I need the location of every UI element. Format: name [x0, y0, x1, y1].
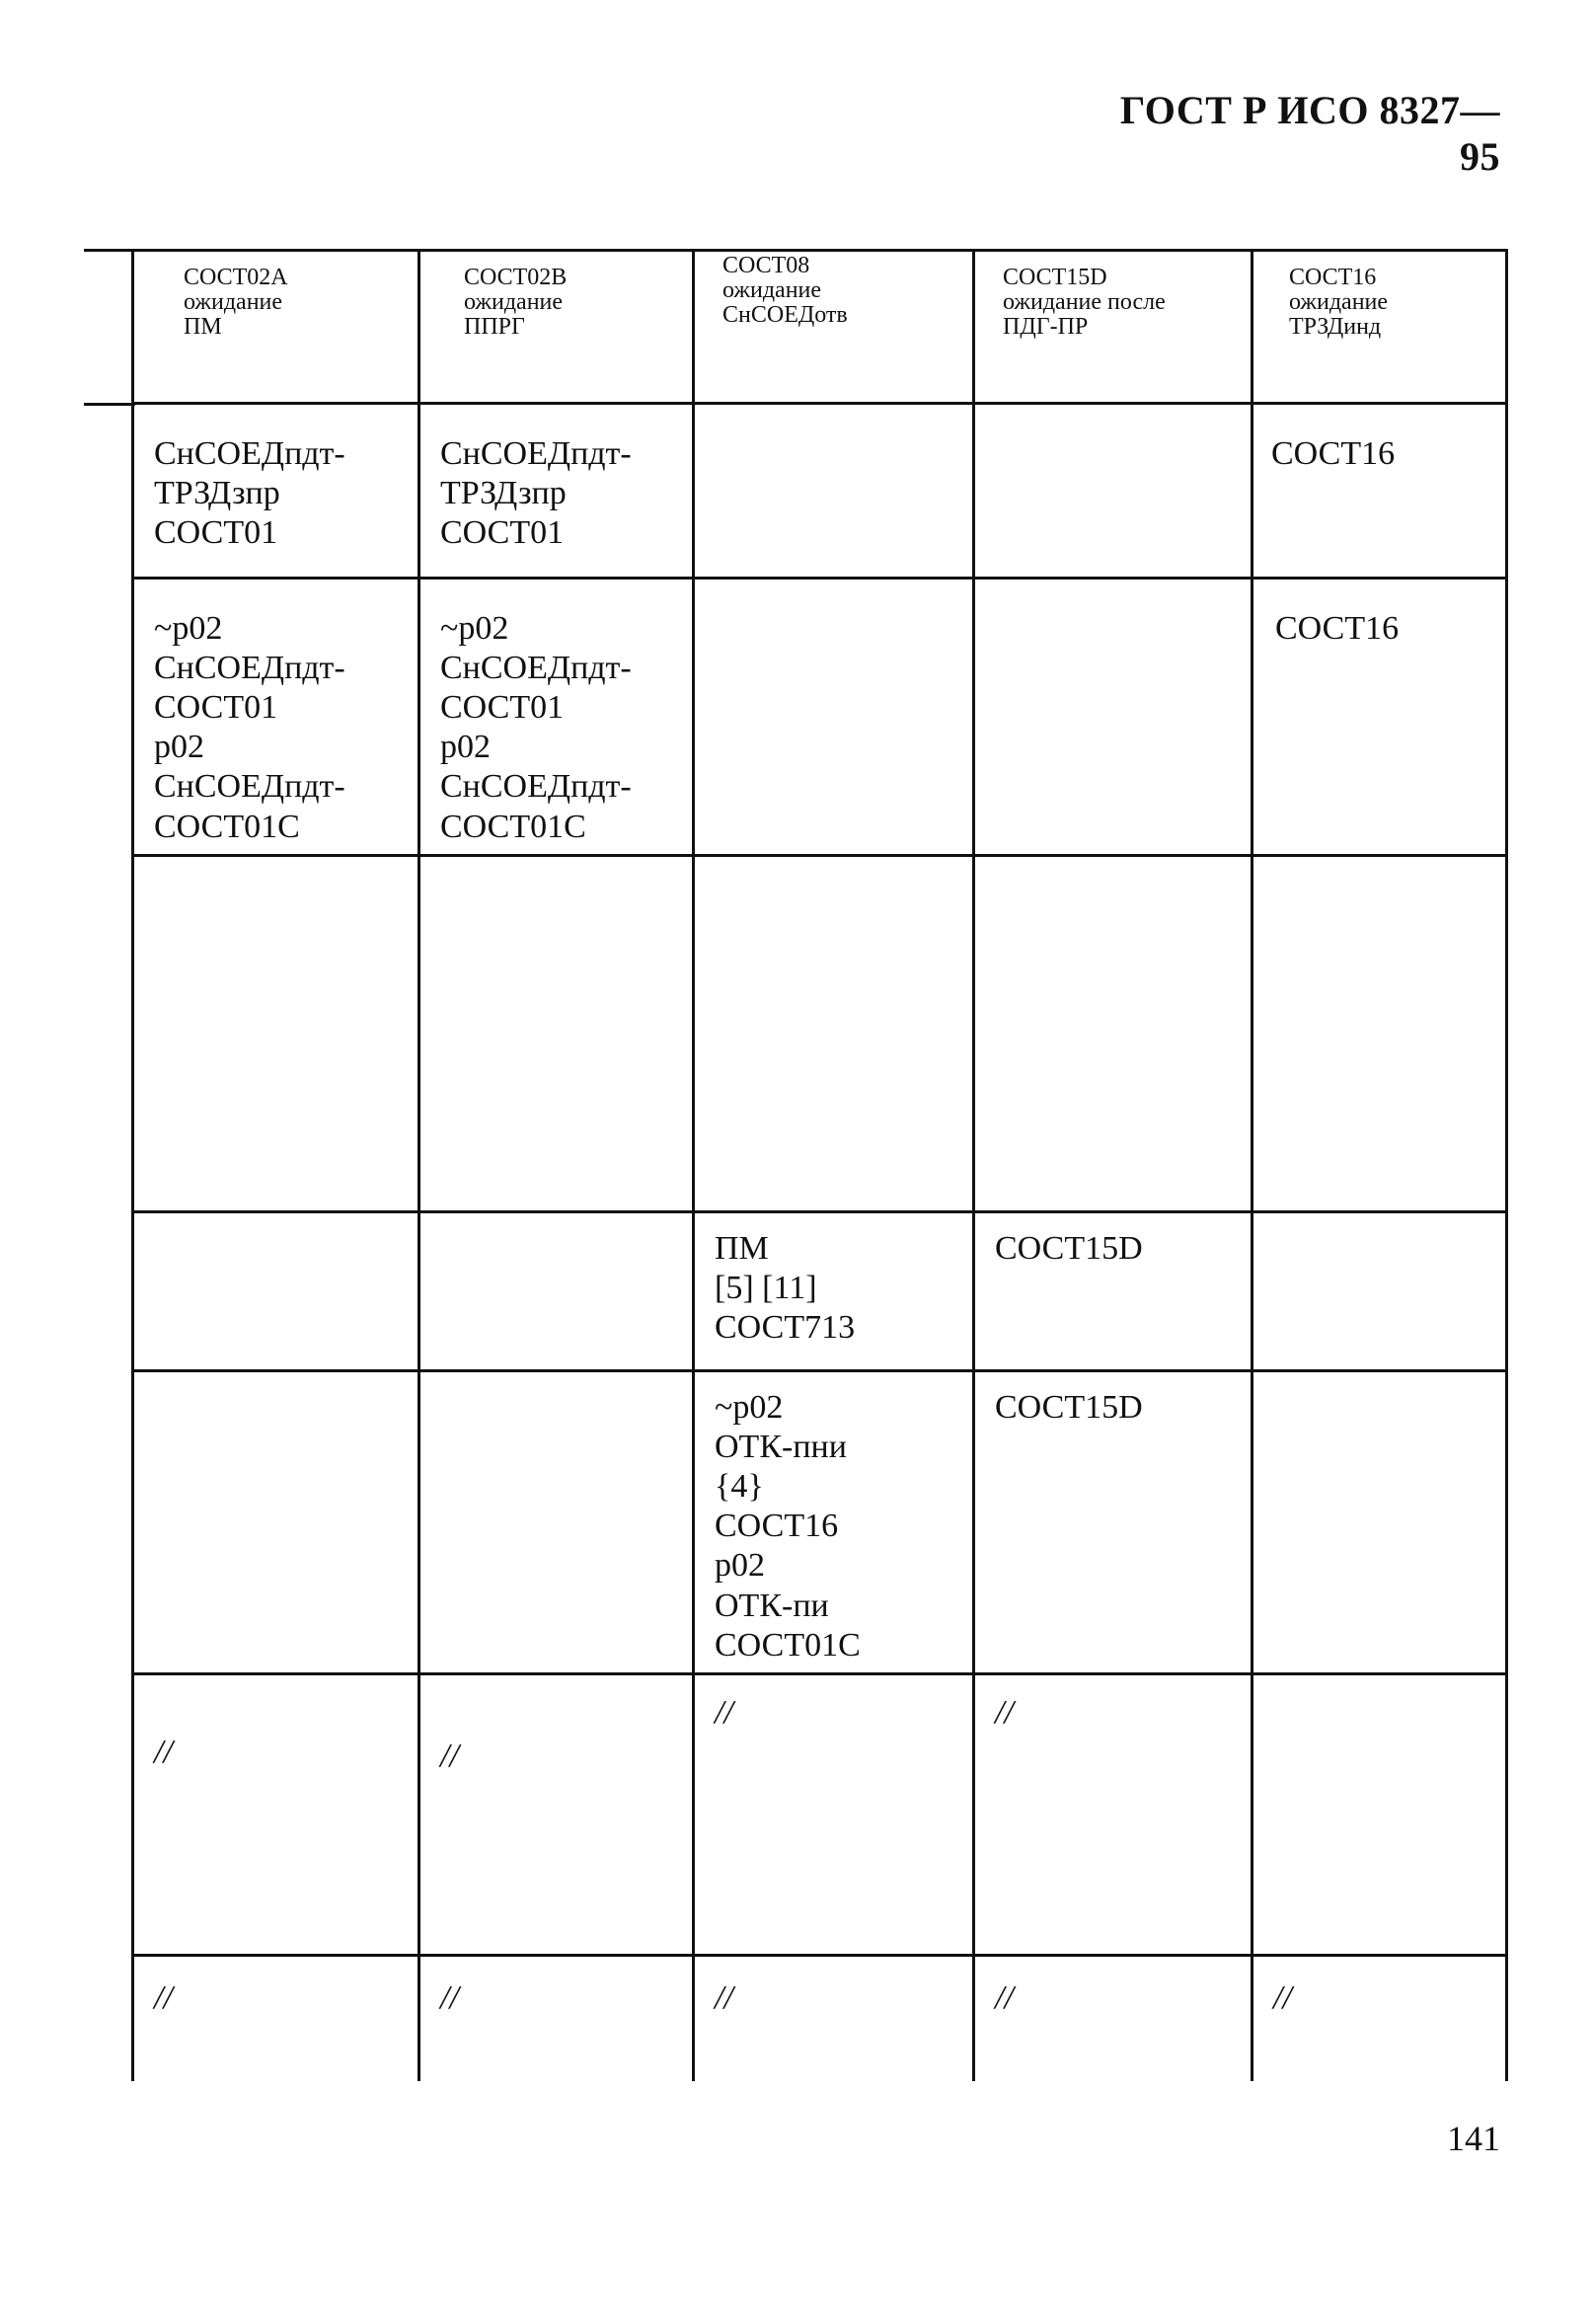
row-stub-line	[84, 403, 135, 406]
header-line: ожидание	[464, 289, 564, 316]
table-cell	[694, 1371, 974, 1674]
cell-line: //	[154, 1979, 173, 2016]
cell-line: //	[715, 1979, 733, 2016]
table-cell	[133, 404, 419, 579]
table-cell	[419, 1371, 694, 1674]
cell-line: ОТК-пи	[715, 1587, 829, 1624]
cell-line: СОСТ15D	[995, 1230, 1143, 1267]
cell-line: СнСОЕДпдт-	[154, 768, 345, 806]
header-line: СнСОЕДотв	[722, 302, 848, 329]
table-row	[133, 1674, 1507, 1956]
cell-line: р02	[154, 729, 204, 766]
state-table	[84, 249, 1505, 2085]
cell-line: СнСОЕДпдт-	[154, 435, 345, 472]
table-cell	[1252, 1956, 1507, 2082]
cell-line: СОСТ15D	[995, 1389, 1143, 1426]
row-stub-line	[84, 249, 135, 252]
cell-line: СОСТ16	[1275, 610, 1400, 647]
table-cell	[974, 856, 1252, 1212]
table-row	[133, 1371, 1507, 1674]
cell-line: //	[440, 1979, 459, 2016]
cell-line: ~р02	[440, 610, 509, 647]
cell-line: //	[154, 1734, 173, 1770]
table-cell	[419, 1674, 694, 1956]
table-cell	[1252, 1212, 1507, 1371]
cell-line: СОСТ01	[154, 514, 278, 552]
table-cell	[133, 1674, 419, 1956]
cell-line: СОСТ713	[715, 1309, 856, 1347]
table-row	[133, 404, 1507, 579]
header-line: ПМ	[184, 314, 222, 341]
cell-line: СОСТ01С	[154, 808, 300, 845]
header-line: СОСТ02А	[184, 265, 288, 290]
table-row	[133, 1212, 1507, 1371]
cell-line: ПМ	[715, 1230, 769, 1267]
table-cell	[974, 579, 1252, 856]
cell-line: СОСТ01	[440, 689, 565, 727]
cell-line: СОСТ01С	[440, 808, 586, 845]
table-cell	[133, 856, 419, 1212]
table-cell	[133, 1371, 419, 1674]
cell-line: СОСТ16	[715, 1508, 839, 1545]
table-cell	[419, 1212, 694, 1371]
cell-line: СнСОЕДпдт-	[440, 768, 632, 806]
column-header	[419, 251, 694, 404]
column-header	[694, 251, 974, 404]
table-cell	[694, 1674, 974, 1956]
cell-line: //	[995, 1979, 1014, 2016]
header-line: ППРГ	[464, 314, 525, 341]
table-cell	[1252, 1674, 1507, 1956]
cell-line: СнСОЕДпдт-	[154, 650, 345, 687]
table-cell	[974, 1956, 1252, 2082]
cell-line: СОСТ01	[154, 689, 278, 727]
header-line: ПДГ-ПР	[1003, 314, 1089, 341]
header-line: СОСТ16	[1289, 265, 1377, 290]
cell-line: СОСТ16	[1271, 435, 1396, 472]
table-cell	[419, 404, 694, 579]
cell-line: СОСТ01С	[715, 1626, 861, 1664]
table-cell	[974, 1674, 1252, 1956]
cell-line: {4}	[715, 1468, 764, 1506]
column-header	[1252, 251, 1507, 404]
header-line: ожидание	[184, 289, 283, 316]
cell-line: [5] [11]	[715, 1270, 817, 1307]
table-cell	[974, 1371, 1252, 1674]
table-cell	[1252, 1371, 1507, 1674]
table-cell	[419, 856, 694, 1212]
cell-line: //	[715, 1694, 733, 1731]
header-line: СОСТ02В	[464, 265, 568, 290]
table-cell	[133, 579, 419, 856]
cell-line: СОСТ01	[440, 514, 565, 552]
cell-line: СнСОЕДпдт-	[440, 435, 632, 472]
table-cell	[974, 1212, 1252, 1371]
cell-line: ~р02	[154, 610, 223, 647]
cell-line: СнСОЕДпдт-	[440, 650, 632, 687]
table-cell	[974, 404, 1252, 579]
table-row	[133, 1956, 1507, 2082]
table-cell	[1252, 856, 1507, 1212]
cell-line: р02	[440, 729, 491, 766]
table-cell	[419, 579, 694, 856]
document-header: ГОСТ Р ИСО 8327—95	[1119, 88, 1500, 179]
table-cell	[694, 1956, 974, 2082]
header-line: ожидание после	[1003, 289, 1166, 316]
table-cell	[419, 1956, 694, 2082]
column-header	[974, 251, 1252, 404]
column-header	[133, 251, 419, 404]
header-line: ожидание	[1289, 289, 1389, 316]
cell-line: р02	[715, 1547, 765, 1585]
header-line: СОСТ15D	[1003, 265, 1107, 290]
header-line: ожидание	[722, 277, 822, 304]
table-cell	[1252, 579, 1507, 856]
table-row	[133, 579, 1507, 856]
page-number: 141	[1447, 2119, 1500, 2158]
cell-line: //	[1273, 1979, 1292, 2016]
header-line: СОСТ08	[722, 253, 810, 278]
cell-line: //	[995, 1694, 1014, 1731]
table-row	[133, 856, 1507, 1212]
cell-line: //	[440, 1738, 459, 1774]
state-transition-grid	[131, 249, 1508, 2081]
table-cell	[133, 1956, 419, 2082]
header-row	[133, 251, 1507, 404]
table-cell	[694, 579, 974, 856]
table-cell	[133, 1212, 419, 1371]
table-cell	[1252, 404, 1507, 579]
cell-line: ТРЗДзпр	[154, 475, 280, 512]
table-cell	[694, 404, 974, 579]
cell-line: ~р02	[715, 1389, 784, 1426]
table-cell	[694, 856, 974, 1212]
cell-line: ОТК-пни	[715, 1429, 847, 1466]
header-line: ТРЗДинд	[1289, 314, 1382, 341]
cell-line: ТРЗДзпр	[440, 475, 567, 512]
table-cell	[694, 1212, 974, 1371]
